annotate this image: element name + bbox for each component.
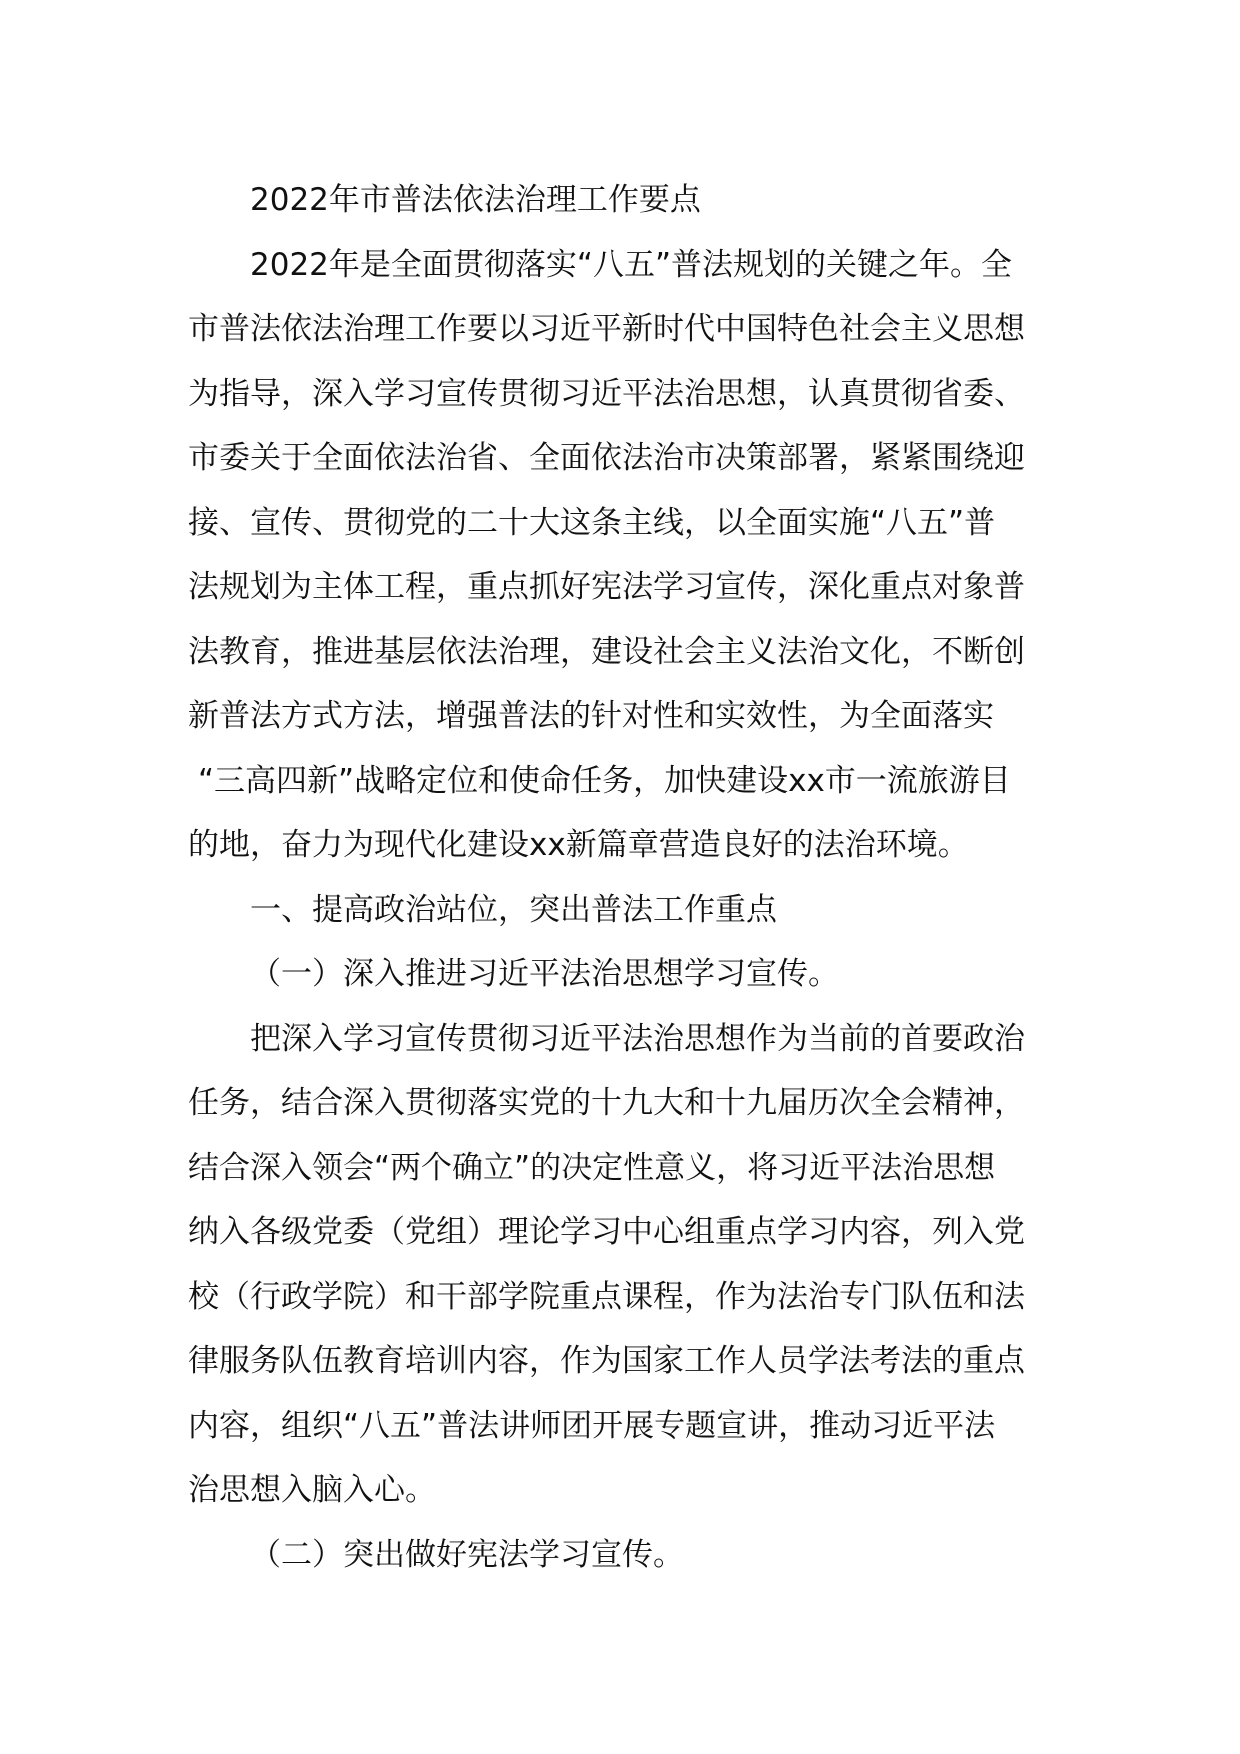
intro-line: 市普法依法治理工作要以习近平新时代中国特色社会主义思想	[188, 311, 1025, 347]
body-line: 任务，结合深入贯彻落实党的十九大和十九届历次全会精神，	[188, 1085, 1025, 1121]
body-line: 把深入学习宣传贯彻习近平法治思想作为当前的首要政治	[250, 1020, 1025, 1057]
body-line: 律服务队伍教育培训内容，作为国家工作人员学法考法的重点	[188, 1343, 1025, 1379]
intro-line: 接、宣传、贯彻党的二十大这条主线，以全面实施“八五”普	[188, 504, 996, 541]
subsection-paragraph	[188, 1007, 1050, 1523]
intro-line: 为指导，深入学习宣传贯彻习近平法治思想，认真贯彻省委、	[188, 375, 1025, 412]
intro-line: 法教育，推进基层依法治理，建设社会主义法治文化，不断创	[188, 633, 1025, 670]
intro-line: 2022年是全面贯彻落实“八五”普法规划的关键之年。全	[250, 246, 1013, 283]
body-line: 纳入各级党委（党组）理论学习中心组重点学习内容，列入党	[188, 1214, 1025, 1250]
intro-line: 的地，奋力为现代化建设xx新篇章营造良好的法治环境。	[188, 827, 969, 863]
body-line: 校（行政学院）和干部学院重点课程，作为法治专门队伍和法	[188, 1278, 1025, 1315]
intro-line: “三高四新”战略定位和使命任务，加快建设xx市一流旅游目	[198, 762, 1011, 799]
intro-line: 法规划为主体工程，重点抓好宪法学习宣传，深化重点对象普	[188, 569, 1025, 605]
intro-line: 市委关于全面依法治省、全面依法治市决策部署，紧紧围绕迎	[188, 440, 1025, 476]
document-body	[188, 168, 1050, 1587]
intro-line: 新普法方式方法，增强普法的针对性和实效性，为全面落实	[188, 698, 994, 734]
body-line: 内容，组织“八五”普法讲师团开展专题宣讲，推动习近平法	[188, 1407, 996, 1444]
intro-paragraph	[188, 233, 1050, 878]
body-line: 结合深入领会“两个确立”的决定性意义，将习近平法治思想	[188, 1149, 996, 1186]
section-heading: 一、提高政治站位，突出普法工作重点	[250, 891, 777, 928]
document-title: 2022年市普法依法治理工作要点	[250, 182, 701, 218]
body-line: 治思想入脑入心。	[188, 1472, 436, 1508]
subsection-heading: （二）突出做好宪法学习宣传。	[250, 1536, 684, 1573]
subsection-heading: （一）深入推进习近平法治思想学习宣传。	[250, 956, 839, 992]
